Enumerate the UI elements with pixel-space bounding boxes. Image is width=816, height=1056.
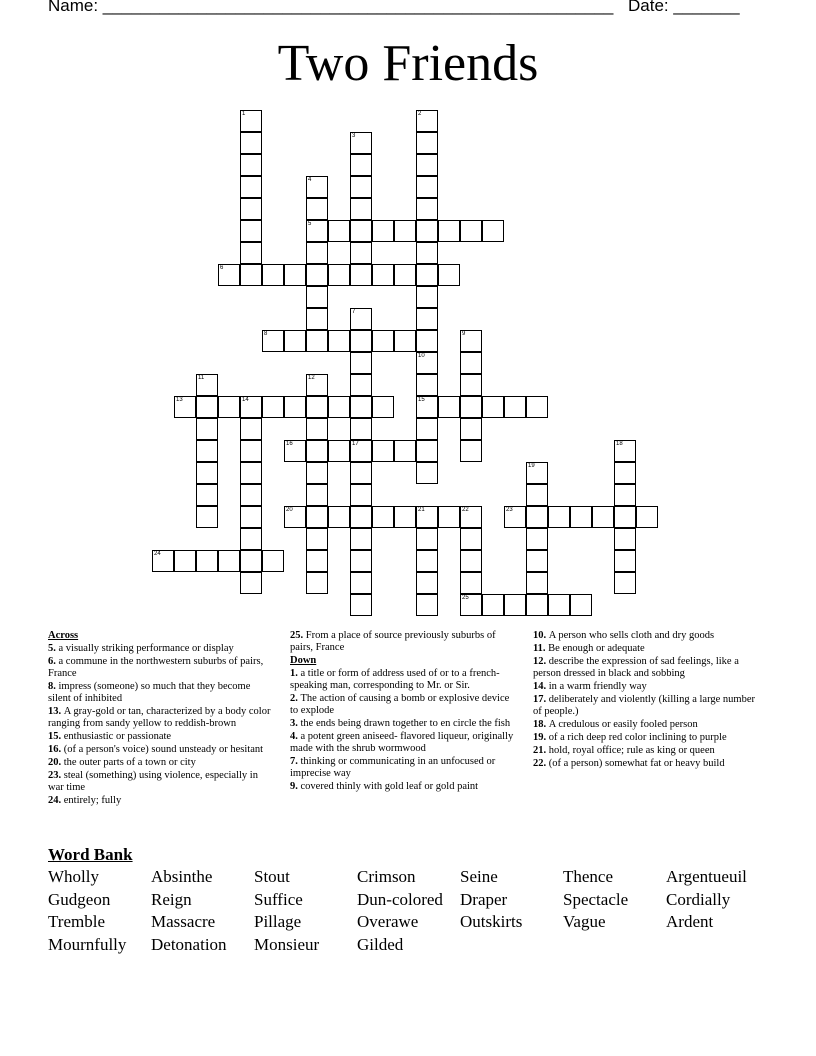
crossword-cell[interactable]: [306, 330, 328, 352]
crossword-cell[interactable]: [350, 220, 372, 242]
word-bank-entry: Overawe: [357, 912, 419, 932]
word-bank-entry: Spectacle: [563, 889, 629, 909]
word-bank-entry: Gudgeon: [48, 889, 111, 909]
crossword-cell[interactable]: [328, 330, 350, 352]
clue-text: entirely; fully: [63, 795, 122, 806]
crossword-cell[interactable]: [262, 330, 284, 352]
clue-number: 22: [462, 507, 469, 513]
crossword-cell[interactable]: [460, 594, 482, 616]
clue-number: 17.: [533, 694, 549, 705]
crossword-cell[interactable]: [394, 506, 416, 528]
clue-item: [290, 668, 520, 692]
crossword-cell[interactable]: [196, 550, 218, 572]
clue-number: 2: [418, 111, 422, 117]
crossword-cell[interactable]: [306, 264, 328, 286]
clue-number: 24: [154, 551, 161, 557]
crossword-cell[interactable]: [416, 594, 438, 616]
crossword-cell[interactable]: [592, 506, 614, 528]
crossword-cell[interactable]: [240, 528, 262, 550]
clue-number: 8: [264, 331, 268, 337]
crossword-cell[interactable]: [218, 550, 240, 572]
crossword-cell[interactable]: [196, 374, 218, 396]
crossword-cell[interactable]: [416, 154, 438, 176]
crossword-cell[interactable]: [284, 264, 306, 286]
crossword-cell[interactable]: [526, 484, 548, 506]
word-bank-entry: Absinthe: [151, 867, 213, 886]
clue-number: 25: [462, 595, 469, 601]
crossword-cell[interactable]: [306, 396, 328, 418]
crossword-cell[interactable]: [416, 374, 438, 396]
crossword-cell[interactable]: [460, 352, 482, 374]
crossword-cell[interactable]: [460, 220, 482, 242]
crossword-cell[interactable]: [262, 264, 284, 286]
crossword-cell[interactable]: [262, 550, 284, 572]
crossword-cell[interactable]: [328, 220, 350, 242]
clue-number: 21.: [533, 745, 549, 756]
clue-item: [533, 719, 763, 731]
clue-text: thinking or communicating in an unfocused or imprecise way: [290, 756, 496, 779]
crossword-cell[interactable]: [482, 396, 504, 418]
clue-section-heading: Across: [48, 630, 79, 641]
clue-number: 25.: [290, 630, 306, 641]
clue-section-heading: Down: [290, 655, 317, 666]
crossword-cell[interactable]: [526, 594, 548, 616]
clue-number: 16.: [48, 744, 64, 755]
word-bank-entry: Reign: [151, 889, 192, 909]
crossword-cell[interactable]: [240, 242, 262, 264]
clue-text: steal (something) using violence, especially in war time: [48, 770, 258, 793]
crossword-cell[interactable]: [526, 528, 548, 550]
clue-text: A person who sells cloth and dry goods: [548, 630, 715, 641]
crossword-cell[interactable]: [328, 264, 350, 286]
crossword-cell[interactable]: [240, 220, 262, 242]
crossword-cell[interactable]: [240, 198, 262, 220]
clue-text: deliberately and violently (killing a large number of people.): [533, 694, 755, 717]
crossword-cell[interactable]: [614, 550, 636, 572]
crossword-cell[interactable]: [240, 440, 262, 462]
crossword-cell[interactable]: [350, 352, 372, 374]
crossword-cell[interactable]: [548, 506, 570, 528]
clue-text: Be enough or adequate: [548, 643, 645, 654]
clue-text: The action of causing a bomb or explosive device to explode: [290, 693, 510, 716]
crossword-cell[interactable]: [504, 396, 526, 418]
crossword-cell[interactable]: [350, 594, 372, 616]
word-bank-entry: Suffice: [254, 889, 303, 909]
crossword-cell[interactable]: [504, 506, 526, 528]
crossword-cell[interactable]: [482, 594, 504, 616]
crossword-cell[interactable]: [350, 528, 372, 550]
crossword-cell[interactable]: [416, 110, 438, 132]
crossword-cell[interactable]: [460, 330, 482, 352]
clue-number: 24.: [48, 795, 64, 806]
clue-number: 1: [242, 111, 246, 117]
clue-text: hold, royal office; rule as king or queen: [548, 745, 715, 756]
word-bank-entry: Cordially: [666, 889, 731, 909]
clue-text: From a place of source previously suburbs of pairs, France: [290, 630, 496, 653]
clue-number: 9.: [290, 781, 301, 792]
word-bank-entry: Monsieur: [254, 935, 320, 955]
clue-item: [48, 643, 273, 655]
clue-number: 20: [286, 507, 293, 513]
clue-item: [48, 656, 273, 680]
word-bank-entry: Ardent: [666, 912, 714, 932]
crossword-cell[interactable]: [614, 528, 636, 550]
clue-text: a title or form of address used of or to a french-speaking man, corresponding to Mr. or Sir.: [290, 668, 500, 691]
crossword-cell[interactable]: [284, 330, 306, 352]
clue-number: 7.: [290, 756, 301, 767]
crossword-cell[interactable]: [196, 484, 218, 506]
crossword-cell[interactable]: [438, 396, 460, 418]
word-bank-entry: Dun-colored: [357, 889, 443, 909]
crossword-cell[interactable]: [350, 242, 372, 264]
clue-number: 15.: [48, 731, 64, 742]
clue-item: [533, 732, 763, 744]
crossword-cell[interactable]: [240, 396, 262, 418]
clue-number: 4: [308, 177, 312, 183]
clue-number: 13: [176, 397, 183, 403]
crossword-cell[interactable]: [306, 572, 328, 594]
crossword-cell[interactable]: [306, 528, 328, 550]
crossword-cell[interactable]: [416, 198, 438, 220]
crossword-cell[interactable]: [306, 286, 328, 308]
word-bank-entry: Argentueuil: [666, 867, 747, 886]
clue-number: 7: [352, 309, 356, 315]
crossword-cell[interactable]: [460, 396, 482, 418]
crossword-cell[interactable]: [328, 440, 350, 462]
crossword-cell[interactable]: [416, 352, 438, 374]
crossword-cell[interactable]: [240, 110, 262, 132]
clue-number: 18.: [533, 719, 549, 730]
crossword-cell[interactable]: [306, 440, 328, 462]
clue-number: 10: [418, 353, 425, 359]
crossword-cell[interactable]: [416, 572, 438, 594]
crossword-cell[interactable]: [504, 594, 526, 616]
clue-item: [48, 757, 273, 769]
clue-number: 5.: [48, 643, 59, 654]
crossword-cell[interactable]: [636, 506, 658, 528]
crossword-cell[interactable]: [240, 154, 262, 176]
crossword-cell[interactable]: [350, 418, 372, 440]
clue-text: of a rich deep red color inclining to purple: [548, 732, 727, 743]
clue-number: 14.: [533, 681, 549, 692]
crossword-cell[interactable]: [416, 176, 438, 198]
clue-number: 5: [308, 221, 312, 227]
crossword-cell[interactable]: [306, 506, 328, 528]
word-bank-entry: Tremble: [48, 912, 105, 932]
clue-text: the ends being drawn together to en circle the fish: [300, 718, 511, 729]
header: [48, 0, 768, 16]
crossword-cell[interactable]: [174, 396, 196, 418]
clue-item: [533, 656, 763, 680]
crossword-cell[interactable]: [416, 308, 438, 330]
crossword-cell[interactable]: [306, 220, 328, 242]
crossword-cell[interactable]: [394, 330, 416, 352]
crossword-cell[interactable]: [372, 330, 394, 352]
crossword-cell[interactable]: [350, 264, 372, 286]
crossword-cell[interactable]: [240, 506, 262, 528]
clues-column-3: [533, 630, 763, 771]
word-bank-entry: Gilded: [357, 935, 404, 955]
name-field-label[interactable]: Name: ______________________________________________________: [48, 0, 614, 15]
crossword-cell[interactable]: [350, 550, 372, 572]
clue-number: 10.: [533, 630, 549, 641]
crossword-cell[interactable]: [614, 484, 636, 506]
clue-item: [290, 731, 520, 755]
clue-number: 9: [462, 331, 466, 337]
crossword-cell[interactable]: [460, 550, 482, 572]
crossword-cell[interactable]: [438, 220, 460, 242]
clue-number: 6.: [48, 656, 59, 667]
word-bank-entry: Draper: [460, 889, 508, 909]
clue-item: [290, 718, 520, 730]
clue-number: 11.: [533, 643, 549, 654]
clue-number: 1.: [290, 668, 301, 679]
crossword-cell[interactable]: [306, 198, 328, 220]
crossword-cell[interactable]: [350, 330, 372, 352]
crossword-cell[interactable]: [240, 484, 262, 506]
clue-number: 14: [242, 397, 249, 403]
crossword-cell[interactable]: [196, 418, 218, 440]
crossword-cell[interactable]: [350, 440, 372, 462]
clue-text: impress (someone) so much that they become silent of inhibited: [48, 681, 251, 704]
crossword-cell[interactable]: [350, 154, 372, 176]
crossword-cell[interactable]: [372, 396, 394, 418]
crossword-cell[interactable]: [240, 176, 262, 198]
clue-number: 18: [616, 441, 623, 447]
clue-number: 6: [220, 265, 224, 271]
crossword-cell[interactable]: [416, 550, 438, 572]
crossword-cell[interactable]: [416, 528, 438, 550]
crossword-cell[interactable]: [196, 396, 218, 418]
crossword-cell[interactable]: [438, 264, 460, 286]
clue-item: [533, 758, 763, 770]
clue-item: [48, 706, 273, 730]
crossword-cell[interactable]: [306, 484, 328, 506]
clue-text: (of a person) somewhat fat or heavy build: [548, 758, 725, 769]
word-bank-entry: Seine: [460, 867, 498, 886]
crossword-cell[interactable]: [526, 396, 548, 418]
crossword-cell[interactable]: [196, 506, 218, 528]
crossword-cell[interactable]: [240, 550, 262, 572]
word-bank-entry: Thence: [563, 867, 614, 886]
clue-item: [48, 731, 273, 743]
page-title: Two Friends: [277, 35, 539, 92]
crossword-cell[interactable]: [438, 506, 460, 528]
clue-number: 19.: [533, 732, 549, 743]
clue-number: 17: [352, 441, 359, 447]
crossword-cell[interactable]: [218, 264, 240, 286]
crossword-cell[interactable]: [350, 132, 372, 154]
crossword-cell[interactable]: [460, 572, 482, 594]
crossword-cell[interactable]: [350, 396, 372, 418]
word-bank-entry: Stout: [254, 867, 290, 886]
word-bank-entry: Pillage: [254, 912, 302, 932]
crossword-cell[interactable]: [240, 132, 262, 154]
crossword-cell[interactable]: [240, 264, 262, 286]
clue-number: 20.: [48, 757, 64, 768]
clue-text: a commune in the northwestern suburbs of pairs, France: [48, 656, 264, 679]
crossword-cell[interactable]: [460, 440, 482, 462]
clue-number: 12.: [533, 656, 549, 667]
clue-number: 23: [506, 507, 513, 513]
clue-text: covered thinly with gold leaf or gold paint: [300, 781, 479, 792]
clue-number: 23.: [48, 770, 64, 781]
crossword-cell[interactable]: [350, 198, 372, 220]
word-bank-entry: Outskirts: [460, 912, 523, 932]
clue-number: 15: [418, 397, 425, 403]
clue-text: enthusiastic or passionate: [63, 731, 172, 742]
clue-text: a visually striking performance or display: [58, 643, 234, 654]
crossword-cell[interactable]: [394, 440, 416, 462]
clue-text: A gray-gold or tan, characterized by a body color ranging from sandy yellow to reddish-brown: [48, 706, 271, 729]
crossword-cell[interactable]: [614, 462, 636, 484]
word-bank-entry: Wholly: [48, 867, 99, 886]
crossword-cell[interactable]: [284, 396, 306, 418]
clue-item: [48, 744, 273, 756]
clue-number: 21: [418, 507, 425, 513]
crossword-cell[interactable]: [372, 220, 394, 242]
clue-number: 16: [286, 441, 293, 447]
word-bank-entry: Vague: [563, 912, 606, 932]
clue-number: 12: [308, 375, 315, 381]
crossword-cell[interactable]: [306, 176, 328, 198]
clue-number: 11: [198, 375, 205, 381]
clue-number: 4.: [290, 731, 301, 742]
crossword-cell[interactable]: [526, 550, 548, 572]
clue-item: [290, 756, 520, 780]
crossword-cell[interactable]: [526, 462, 548, 484]
crossword-cell[interactable]: [570, 506, 592, 528]
crossword-cell[interactable]: [460, 418, 482, 440]
crossword-cell[interactable]: [416, 242, 438, 264]
crossword-cell[interactable]: [350, 176, 372, 198]
clue-item: [48, 795, 273, 807]
clue-item: [533, 694, 763, 718]
crossword-cell[interactable]: [614, 506, 636, 528]
clue-item: [290, 693, 520, 717]
clue-text: describe the expression of sad feelings, like a person dressed in black and sobbing: [533, 656, 739, 679]
clue-item: [533, 630, 763, 642]
crossword-cell[interactable]: [416, 220, 438, 242]
crossword-cell[interactable]: [460, 374, 482, 396]
clue-text: A credulous or easily fooled person: [548, 719, 698, 730]
crossword-cell[interactable]: [350, 374, 372, 396]
crossword-cell[interactable]: [196, 462, 218, 484]
crossword-cell[interactable]: [350, 484, 372, 506]
crossword-cell[interactable]: [416, 506, 438, 528]
clue-number: 8.: [48, 681, 59, 692]
crossword-cell[interactable]: [328, 506, 350, 528]
crossword-cell[interactable]: [526, 506, 548, 528]
word-bank-title: Word Bank: [48, 845, 133, 864]
clue-number: 2.: [290, 693, 301, 704]
clue-item: [290, 630, 520, 654]
crossword-cell[interactable]: [416, 462, 438, 484]
crossword-cell[interactable]: [460, 528, 482, 550]
crossword-cell[interactable]: [174, 550, 196, 572]
crossword-cell[interactable]: [284, 440, 306, 462]
crossword-cell[interactable]: [416, 418, 438, 440]
crossword-cell[interactable]: [218, 396, 240, 418]
word-bank-entry: Mournfully: [48, 935, 127, 955]
crossword-cell[interactable]: [416, 440, 438, 462]
crossword-cell[interactable]: [350, 462, 372, 484]
crossword-cell[interactable]: [614, 572, 636, 594]
crossword-cell[interactable]: [306, 550, 328, 572]
crossword-cell[interactable]: [460, 506, 482, 528]
crossword-cell[interactable]: [240, 572, 262, 594]
clue-number: 22.: [533, 758, 549, 769]
crossword-cell[interactable]: [482, 220, 504, 242]
crossword-cell[interactable]: [350, 308, 372, 330]
clue-item: [533, 745, 763, 757]
clue-number: 3.: [290, 718, 301, 729]
crossword-cell[interactable]: [416, 132, 438, 154]
crossword-cell[interactable]: [284, 506, 306, 528]
clue-number: 13.: [48, 706, 64, 717]
crossword-cell[interactable]: [416, 264, 438, 286]
crossword-cell[interactable]: [372, 506, 394, 528]
clue-item: [533, 681, 763, 693]
crossword-cell[interactable]: [240, 418, 262, 440]
crossword-cell[interactable]: [306, 308, 328, 330]
crossword-cell[interactable]: [570, 594, 592, 616]
clue-number: 19: [528, 463, 535, 469]
crossword-cell[interactable]: [306, 242, 328, 264]
crossword-cell[interactable]: [306, 462, 328, 484]
crossword-cell[interactable]: [262, 396, 284, 418]
crossword-cell[interactable]: [416, 286, 438, 308]
clues-column-2: [290, 630, 520, 794]
crossword-cell[interactable]: [372, 440, 394, 462]
crossword-cell[interactable]: [350, 572, 372, 594]
crossword-cell[interactable]: [196, 440, 218, 462]
crossword-cell[interactable]: [416, 330, 438, 352]
crossword-cell[interactable]: [416, 396, 438, 418]
clue-item: [48, 681, 273, 705]
crossword-cell[interactable]: [394, 264, 416, 286]
crossword-cell[interactable]: [526, 572, 548, 594]
clue-item: [533, 643, 763, 655]
clues-column-1: [48, 630, 273, 808]
clue-text: in a warm friendly way: [548, 681, 647, 692]
clue-text: a potent green aniseed- flavored liqueur, originally made with the shrub wormwood: [290, 731, 514, 754]
clue-text: the outer parts of a town or city: [63, 757, 196, 768]
crossword-cell[interactable]: [240, 462, 262, 484]
clue-text: (of a person's voice) sound unsteady or hesitant: [63, 744, 264, 755]
word-bank-entry: Massacre: [151, 912, 216, 932]
crossword-cell[interactable]: [152, 550, 174, 572]
crossword-cell[interactable]: [350, 506, 372, 528]
crossword-cell[interactable]: [548, 594, 570, 616]
clue-item: [48, 770, 273, 794]
word-bank-entry: Crimson: [357, 867, 416, 886]
crossword-cell[interactable]: [306, 374, 328, 396]
crossword-cell[interactable]: [372, 264, 394, 286]
date-field-label[interactable]: Date: _______: [628, 0, 740, 15]
word-bank-entry: Detonation: [151, 935, 227, 955]
crossword-cell[interactable]: [328, 396, 350, 418]
crossword-cell[interactable]: [614, 440, 636, 462]
clue-item: [290, 781, 520, 793]
clue-number: 3: [352, 133, 356, 139]
crossword-cell[interactable]: [394, 220, 416, 242]
crossword-cell[interactable]: [306, 418, 328, 440]
